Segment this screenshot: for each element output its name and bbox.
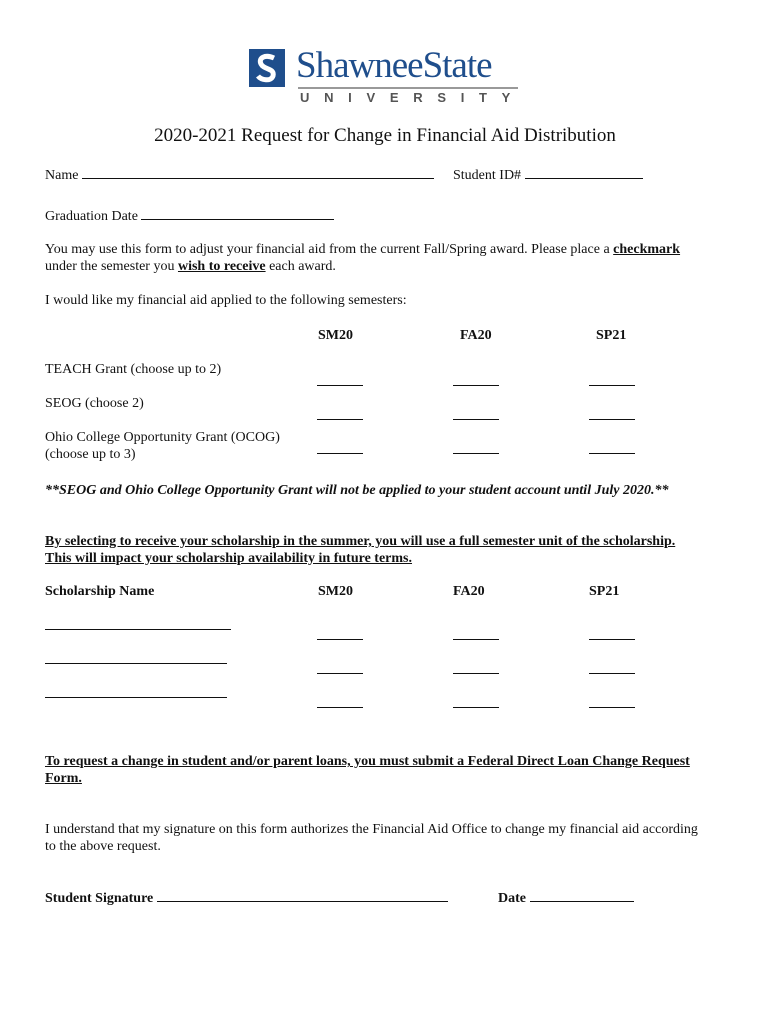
grant-seog-label: SEOG (choose 2) <box>45 396 144 411</box>
student-id-line[interactable] <box>525 166 643 179</box>
seog-fa20-blank[interactable] <box>453 418 499 420</box>
scholarship-header-sm20: SM20 <box>318 584 353 599</box>
page-title: 2020-2021 Request for Change in Financial Aid Distribution <box>154 125 616 146</box>
logo-divider <box>298 87 518 89</box>
scholarship-name-line-1[interactable] <box>45 629 231 630</box>
scholarship2-sp21-blank[interactable] <box>589 672 635 674</box>
university-logo-sub: UNIVERSITY <box>300 90 526 105</box>
scholarship2-fa20-blank[interactable] <box>453 672 499 674</box>
scholarship-header-sp21: SP21 <box>589 584 620 599</box>
scholarship-notice-line2: This will impact your scholarship availability in future terms. <box>45 551 413 566</box>
header-sp21: SP21 <box>596 328 627 343</box>
loan-notice-line1: To request a change in student and/or parent loans, you must submit a Federal Direct Loan Change Request <box>45 754 690 769</box>
wish-to-receive-emphasis: wish to receive <box>177 259 266 274</box>
grant-teach-label: TEACH Grant (choose up to 2) <box>45 362 222 377</box>
applied-text: I would like my financial aid applied to the following semesters: <box>45 293 407 308</box>
teach-fa20-blank[interactable] <box>453 384 499 386</box>
intro-text-line1: You may use this form to adjust your financial aid from the current Fall/Spring award. Please place a checkmark <box>45 242 681 257</box>
scholarship-name-line-2[interactable] <box>45 663 227 664</box>
seog-sm20-blank[interactable] <box>317 418 363 420</box>
header-sm20: SM20 <box>318 328 353 343</box>
ocog-fa20-blank[interactable] <box>453 452 499 454</box>
teach-sp21-blank[interactable] <box>589 384 635 386</box>
scholarship1-sp21-blank[interactable] <box>589 638 635 640</box>
scholarship-notice-line1: By selecting to receive your scholarship in the summer, you will use a full semester unit of the scholarship. <box>45 534 676 549</box>
date-field[interactable] <box>498 889 634 907</box>
scholarship3-sm20-blank[interactable] <box>317 706 363 708</box>
scholarship1-sm20-blank[interactable] <box>317 638 363 640</box>
graduation-date-field[interactable] <box>45 207 334 225</box>
signature-field[interactable] <box>45 889 448 907</box>
seog-sp21-blank[interactable] <box>589 418 635 420</box>
university-logo-name: ShawneeState <box>296 45 492 86</box>
university-logo-mark <box>249 49 285 87</box>
grant-ocog-sub: (choose up to 3) <box>45 447 136 462</box>
scholarship3-fa20-blank[interactable] <box>453 706 499 708</box>
name-label: Name <box>45 168 79 183</box>
intro-text-line2: under the semester you wish to receive each award. <box>45 259 336 274</box>
grant-ocog-label: Ohio College Opportunity Grant (OCOG) <box>45 430 280 445</box>
scholarship-header-fa20: FA20 <box>453 584 485 599</box>
checkmark-emphasis: checkmark <box>613 242 681 257</box>
scholarship1-fa20-blank[interactable] <box>453 638 499 640</box>
authorize-text-line2: to the above request. <box>45 839 161 854</box>
signature-line[interactable] <box>157 889 448 902</box>
graduation-date-line[interactable] <box>141 207 334 220</box>
signature-label: Student Signature <box>45 891 154 906</box>
seog-note: **SEOG and Ohio College Opportunity Grant will not be applied to your student account until July 2020.** <box>45 483 669 498</box>
loan-notice-line2: Form. <box>45 771 82 786</box>
scholarship-name-header: Scholarship Name <box>45 584 155 599</box>
graduation-date-label: Graduation Date <box>45 209 138 224</box>
authorize-text-line1: I understand that my signature on this form authorizes the Financial Aid Office to change my financial aid according <box>45 822 698 837</box>
ocog-sp21-blank[interactable] <box>589 452 635 454</box>
scholarship2-sm20-blank[interactable] <box>317 672 363 674</box>
date-label: Date <box>498 891 526 906</box>
student-id-field[interactable] <box>453 166 643 184</box>
student-id-label: Student ID# <box>453 168 522 183</box>
scholarship-name-line-3[interactable] <box>45 697 227 698</box>
name-field[interactable] <box>45 166 434 184</box>
scholarship3-sp21-blank[interactable] <box>589 706 635 708</box>
header-fa20: FA20 <box>460 328 492 343</box>
ocog-sm20-blank[interactable] <box>317 452 363 454</box>
date-line[interactable] <box>530 889 634 902</box>
teach-sm20-blank[interactable] <box>317 384 363 386</box>
name-line[interactable] <box>82 166 434 179</box>
